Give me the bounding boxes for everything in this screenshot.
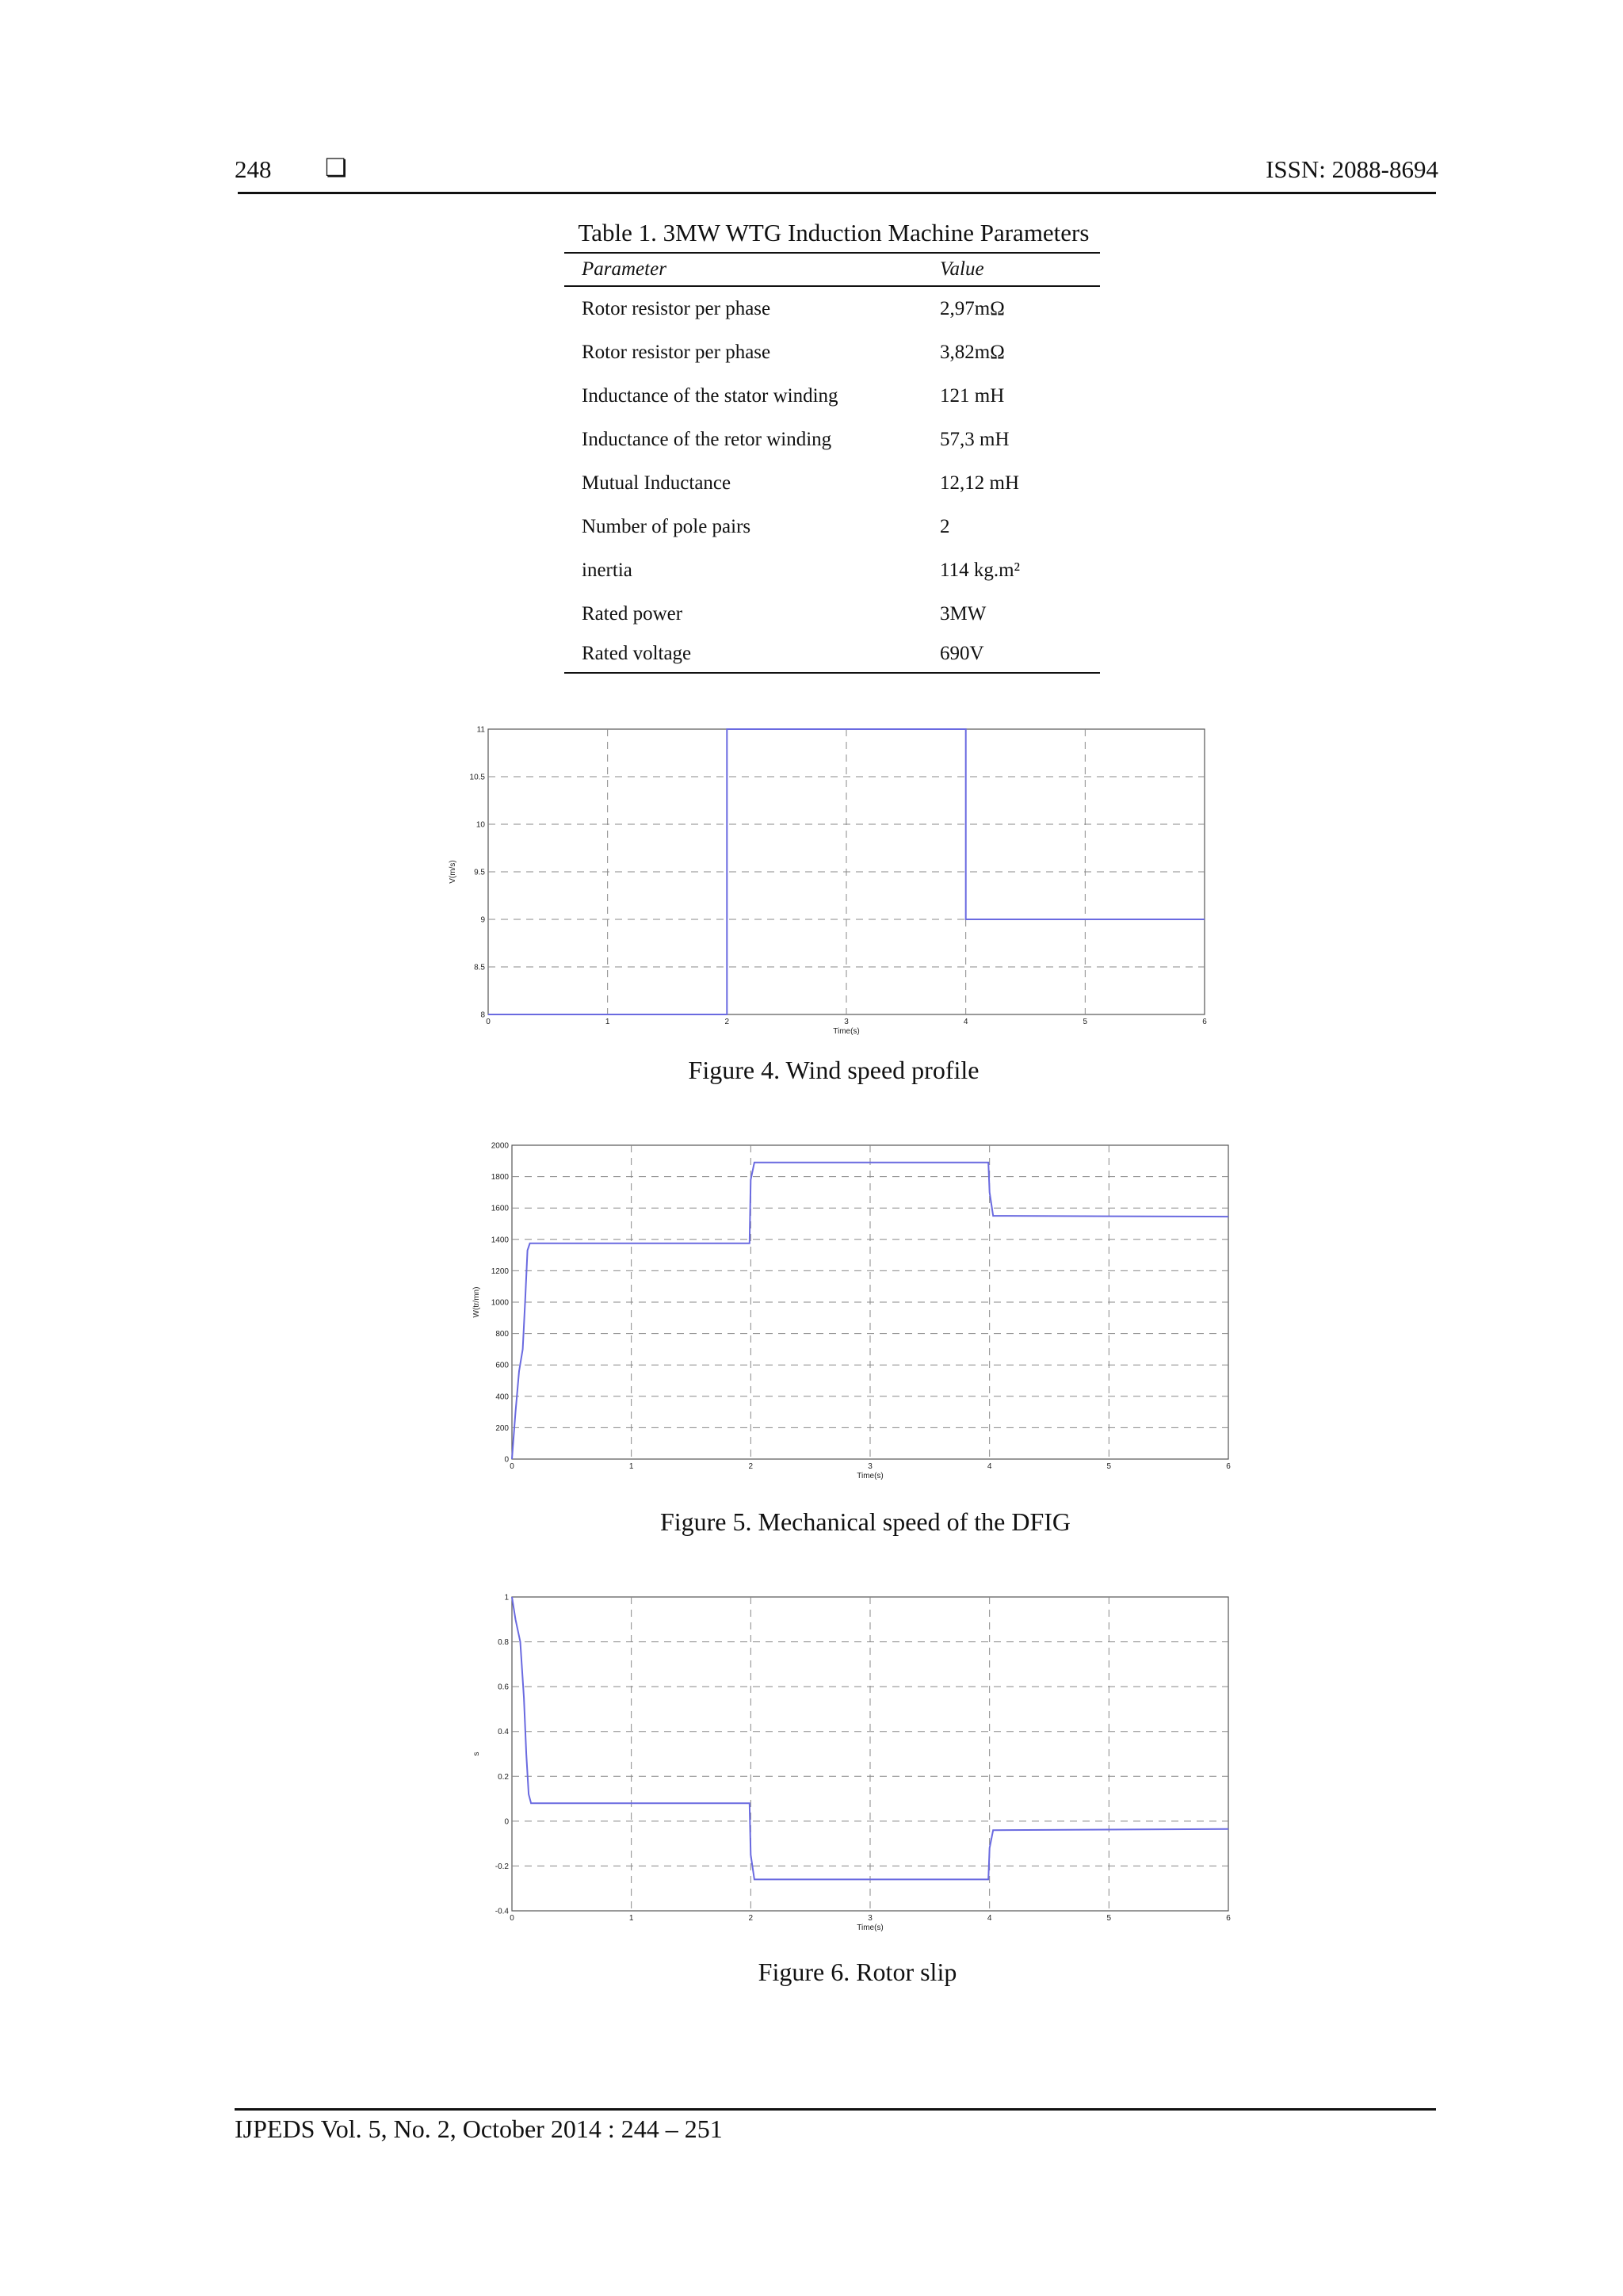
- y-tick-label: 800: [495, 1330, 509, 1339]
- y-tick-label: -0.2: [495, 1862, 509, 1871]
- y-tick-label: 10: [475, 820, 485, 830]
- cell-parameter: Inductance of the stator winding: [582, 384, 838, 407]
- x-tick-label: 0: [486, 1018, 491, 1026]
- x-tick-label: 3: [844, 1018, 849, 1026]
- cell-value: 121 mH: [940, 384, 1005, 407]
- table-title: Table 1. 3MW WTG Induction Machine Parameters: [578, 219, 1090, 246]
- column-header-value: Value: [922, 253, 1100, 286]
- y-tick-label: 1600: [491, 1204, 509, 1213]
- y-tick-label: 0.8: [498, 1638, 509, 1648]
- y-tick-label: 1000: [491, 1298, 509, 1308]
- y-tick-label: 0: [504, 1455, 509, 1465]
- y-tick-label: 9: [480, 915, 485, 925]
- cell-value: 2,97mΩ: [940, 297, 1005, 319]
- y-tick-label: 0.6: [498, 1683, 509, 1692]
- x-tick-label: 3: [868, 1914, 873, 1923]
- y-tick-label: 1400: [491, 1236, 509, 1245]
- x-axis-label: Time(s): [857, 1472, 884, 1480]
- parameters-table: [564, 252, 1100, 674]
- y-tick-label: 1: [504, 1593, 509, 1603]
- header-rule: [238, 192, 1436, 194]
- table-row: [564, 286, 1100, 330]
- cell-parameter: Inductance of the retor winding: [582, 428, 832, 450]
- table-row: [564, 374, 1100, 418]
- page-number: 248: [235, 155, 272, 183]
- x-tick-label: 6: [1226, 1914, 1231, 1923]
- x-tick-label: 5: [1083, 1018, 1088, 1026]
- y-tick-label: 200: [495, 1423, 509, 1433]
- cell-value: 12,12 mH: [940, 472, 1019, 494]
- y-tick-label: 9.5: [474, 868, 485, 877]
- cell-parameter: Number of pole pairs: [582, 515, 751, 537]
- cell-parameter: Rated power: [582, 602, 683, 625]
- table-row: [564, 461, 1100, 505]
- x-tick-label: 4: [987, 1462, 992, 1471]
- footer-citation: IJPEDS Vol. 5, No. 2, October 2014 : 244 – 251: [235, 2115, 723, 2143]
- table-row: [564, 592, 1100, 636]
- y-tick-label: 0.2: [498, 1772, 509, 1782]
- x-tick-label: 0: [510, 1914, 514, 1923]
- cell-parameter: Rotor resistor per phase: [582, 341, 771, 363]
- y-axis-label: V(m/s): [449, 860, 457, 884]
- issn: ISSN: 2088-8694: [1266, 155, 1438, 183]
- wind-speed-chart: [428, 713, 1236, 1046]
- x-tick-label: 3: [868, 1462, 873, 1471]
- column-header-parameter: Parameter: [564, 253, 922, 286]
- cell-value: 3MW: [940, 602, 987, 625]
- footer-rule: [235, 2108, 1436, 2111]
- x-axis-label: Time(s): [833, 1027, 860, 1036]
- y-axis-label: W(tr/mn): [472, 1286, 481, 1318]
- table-row: [564, 418, 1100, 461]
- table-row: [564, 636, 1100, 673]
- y-tick-label: 11: [476, 725, 485, 735]
- x-tick-label: 4: [987, 1914, 992, 1923]
- cell-value: 57,3 mH: [940, 428, 1010, 450]
- x-tick-label: 6: [1202, 1018, 1207, 1026]
- figure4-caption: Figure 4. Wind speed profile: [688, 1056, 980, 1084]
- table-header-row: [564, 253, 1100, 286]
- cell-parameter: Rotor resistor per phase: [582, 297, 771, 319]
- cell-value: 2: [940, 515, 950, 537]
- box-symbol-icon: ❏: [325, 154, 347, 181]
- cell-parameter: inertia: [582, 559, 632, 581]
- mechanical-speed-chart: [444, 1129, 1252, 1494]
- x-tick-label: 0: [510, 1462, 514, 1471]
- y-tick-label: 0.4: [498, 1728, 509, 1737]
- y-tick-label: 10.5: [469, 773, 485, 782]
- x-tick-label: 1: [628, 1914, 634, 1923]
- y-tick-label: 400: [495, 1392, 509, 1402]
- y-tick-label: 8: [480, 1010, 485, 1020]
- y-tick-label: 1200: [491, 1266, 509, 1276]
- rotor-slip-chart: [444, 1581, 1252, 1946]
- x-tick-label: 1: [605, 1018, 610, 1026]
- cell-parameter: Rated voltage: [564, 636, 922, 673]
- cell-value: 114 kg.m²: [940, 559, 1021, 581]
- y-tick-label: -0.4: [495, 1907, 509, 1916]
- x-tick-label: 1: [628, 1462, 634, 1471]
- y-tick-label: 8.5: [474, 963, 485, 972]
- cell-parameter: Mutual Inductance: [582, 472, 731, 494]
- cell-value: 690V: [922, 636, 1100, 673]
- x-axis-label: Time(s): [857, 1924, 884, 1932]
- x-tick-label: 4: [963, 1018, 968, 1026]
- x-tick-label: 6: [1226, 1462, 1231, 1471]
- table-row: [564, 505, 1100, 548]
- table-row: [564, 548, 1100, 592]
- x-tick-label: 2: [748, 1914, 754, 1923]
- y-tick-label: 600: [495, 1361, 509, 1370]
- table-row: [564, 330, 1100, 374]
- x-tick-label: 5: [1106, 1462, 1112, 1471]
- y-tick-label: 2000: [491, 1141, 509, 1151]
- figure6-caption: Figure 6. Rotor slip: [758, 1958, 957, 1986]
- cell-value: 3,82mΩ: [940, 341, 1005, 363]
- y-tick-label: 0: [504, 1817, 509, 1827]
- x-tick-label: 2: [748, 1462, 754, 1471]
- figure5-caption: Figure 5. Mechanical speed of the DFIG: [659, 1507, 1071, 1536]
- x-tick-label: 5: [1106, 1914, 1112, 1923]
- y-tick-label: 1800: [491, 1173, 509, 1182]
- x-tick-label: 2: [724, 1018, 730, 1026]
- y-axis-label: s: [472, 1752, 481, 1756]
